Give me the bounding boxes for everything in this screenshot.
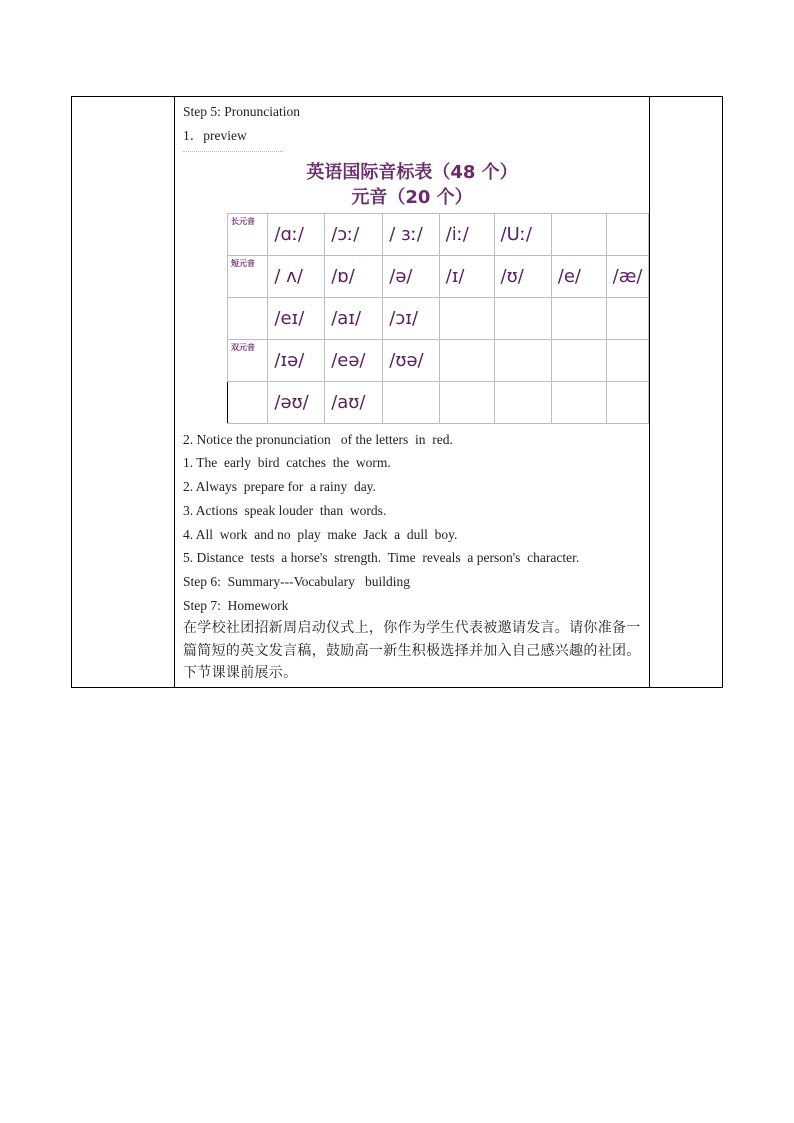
ipa-symbol: /ɪ/	[439, 255, 494, 297]
sentence-item: 3. Actions speak louder than words.	[183, 502, 387, 518]
ipa-symbol	[494, 339, 551, 381]
ipa-symbol: /Uː/	[494, 213, 551, 255]
ipa-chart-title: 英语国际音标表（48 个）	[306, 161, 518, 183]
ipa-symbol	[494, 381, 551, 423]
ipa-symbol: /ɔɪ/	[383, 297, 439, 339]
ipa-chart-subtitle: 元音（20 个）	[351, 186, 473, 208]
ipa-symbol	[494, 297, 551, 339]
ipa-symbol: /eə/	[325, 339, 383, 381]
ipa-symbol	[383, 381, 439, 423]
ipa-row-diphthongs-3	[228, 381, 649, 423]
ipa-symbol	[439, 297, 494, 339]
row-label-long-vowels: 长元音	[228, 213, 268, 255]
sentence-item: 4. All work and no play make Jack a dull boy.	[183, 526, 458, 542]
lesson-plan-table	[71, 96, 723, 688]
step7-title: Step 7: Homework	[183, 597, 289, 613]
sentence-item: 5. Distance tests a horse's strength. Time reveals a person's character.	[183, 550, 580, 566]
ipa-symbol: /ɒ/	[325, 255, 383, 297]
ipa-symbol	[606, 381, 648, 423]
cropped-text-remnant	[183, 151, 283, 155]
ipa-row-long-vowels	[228, 213, 649, 255]
sentence-item: 2. Always prepare for a rainy day.	[183, 479, 376, 495]
ipa-symbol: /əʊ/	[268, 381, 325, 423]
step6-title: Step 6: Summary---Vocabulary building	[183, 573, 410, 589]
lesson-plan-row	[72, 97, 723, 688]
main-content-cell	[175, 97, 650, 688]
ipa-vowel-table	[227, 213, 649, 424]
ipa-symbol	[551, 339, 606, 381]
ipa-symbol: /ɑː/	[268, 213, 325, 255]
ipa-row-diphthongs-1	[228, 297, 649, 339]
ipa-symbol	[439, 381, 494, 423]
ipa-symbol	[551, 213, 606, 255]
ipa-symbol	[606, 339, 648, 381]
ipa-symbol: /eɪ/	[268, 297, 325, 339]
row-label-diphthongs: 双元音	[228, 339, 268, 381]
ipa-symbol: /aɪ/	[325, 297, 383, 339]
ipa-symbol: /æ/	[606, 255, 648, 297]
ipa-symbol: /ʊ/	[494, 255, 551, 297]
notice-title: 2. Notice the pronunciation of the letters in red.	[183, 431, 453, 447]
ipa-row-short-vowels	[228, 255, 649, 297]
ipa-symbol: /ɔː/	[325, 213, 383, 255]
ipa-symbol	[439, 339, 494, 381]
left-empty-cell	[72, 97, 175, 688]
ipa-symbol: /e/	[551, 255, 606, 297]
ipa-symbol: /ɪə/	[268, 339, 325, 381]
preview-block	[183, 124, 649, 160]
ipa-symbol: / ʌ/	[268, 255, 325, 297]
ipa-symbol	[606, 297, 648, 339]
ipa-row-diphthongs-2	[228, 339, 649, 381]
preview-label: 1．preview	[183, 127, 247, 143]
ipa-symbol: /aʊ/	[325, 381, 383, 423]
row-label-empty	[228, 297, 268, 339]
sentence-item: 1. The early bird catches the worm.	[183, 455, 391, 471]
ipa-symbol: / ɜː/	[383, 213, 439, 255]
ipa-symbol	[551, 297, 606, 339]
ipa-symbol	[551, 381, 606, 423]
row-label-empty	[228, 381, 268, 423]
homework-text: 在学校社团招新周启动仪式上，你作为学生代表被邀请发言。请你准备一篇简短的英文发言稿，鼓励高一新生积极选择并加入自己感兴趣的社团。下节课课前展示。	[183, 620, 641, 682]
ipa-symbol: /ʊə/	[383, 339, 439, 381]
right-empty-cell	[650, 97, 723, 688]
ipa-symbol: /ə/	[383, 255, 439, 297]
ipa-symbol: /iː/	[439, 213, 494, 255]
step5-title: Step 5: Pronunciation	[183, 104, 300, 119]
ipa-symbol	[606, 213, 648, 255]
row-label-short-vowels: 短元音	[228, 255, 268, 297]
